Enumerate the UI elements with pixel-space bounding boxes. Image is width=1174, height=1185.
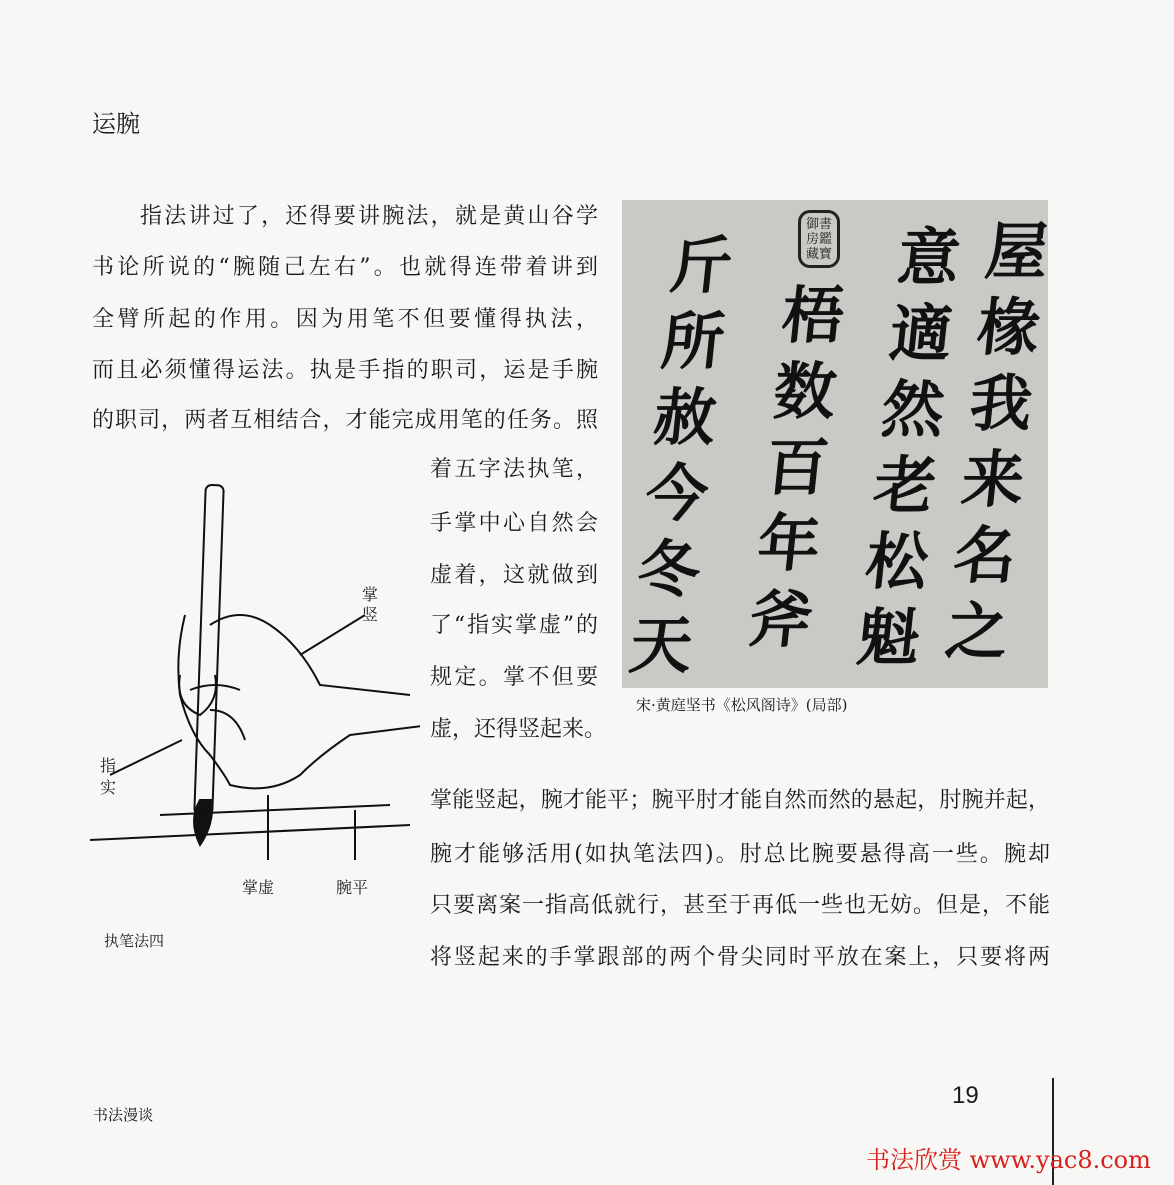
calligraphy-character: 我 <box>966 367 1036 440</box>
calligraphy-character: 年 <box>754 507 824 580</box>
calligraphy-character: 梧 <box>778 279 848 352</box>
body-line: 手掌中心自然会 <box>430 511 598 536</box>
body-line: 虚着，这就做到 <box>430 563 598 588</box>
calligraphy-character: 魁 <box>854 601 924 674</box>
collector-seal: 御書房鑑藏寶 <box>798 210 840 268</box>
watermark: 书法欣赏 www.yac8.com <box>866 1146 1151 1174</box>
calligraphy-character: 意 <box>894 221 964 294</box>
calligraphy-character: 今 <box>642 457 712 530</box>
body-line: 了“指实掌虚”的 <box>430 613 598 638</box>
body-line: 腕才能够活用(如执笔法四)。肘总比腕要悬得高一些。腕却 <box>430 842 1050 867</box>
brush-hand-illustration <box>90 475 420 875</box>
figure-caption: 执笔法四 <box>104 932 165 950</box>
body-line: 只要离案一指高低就行，甚至于再低一些也无妨。但是，不能 <box>430 893 1050 918</box>
calligraphy-character: 名 <box>950 519 1020 592</box>
body-line: 书论所说的“腕随己左右”。也就得连带着讲到 <box>92 255 598 280</box>
calligraphy-character: 数 <box>770 355 840 428</box>
body-line: 掌能竖起，腕才能平；腕平肘才能自然而然的悬起，肘腕并起， <box>430 788 1050 813</box>
calligraphy-character: 斤 <box>666 229 736 302</box>
body-line: 着五字法执笔， <box>430 457 598 482</box>
calligraphy-character: 之 <box>942 595 1012 668</box>
label-zhishi: 指实 <box>100 756 117 797</box>
body-line: 的职司，两者互相结合，才能完成用笔的任务。照 <box>92 408 598 433</box>
calligraphy-character: 天 <box>626 609 696 682</box>
label-zhangxu: 掌虚 <box>242 878 275 897</box>
calligraphy-column <box>742 278 852 658</box>
body-line: 而且必须懂得运法。执是手指的职司，运是手腕 <box>92 358 598 383</box>
label-wanping: 腕平 <box>336 878 369 897</box>
calligraphy-character: 適 <box>886 297 956 370</box>
calligraphy-character: 屋 <box>982 215 1052 288</box>
calligraphy-character: 所 <box>658 305 728 378</box>
calligraphy-character: 椽 <box>974 291 1044 364</box>
body-line: 全臂所起的作用。因为用笔不但要懂得执法， <box>92 307 598 332</box>
body-line: 规定。掌不但要 <box>430 665 598 690</box>
calligraphy-character: 松 <box>862 525 932 598</box>
calligraphy-character: 百 <box>762 431 832 504</box>
body-line: 虚，还得竖起来。 <box>430 717 607 742</box>
calligraphy-character: 赦 <box>650 381 720 454</box>
calligraphy-character: 然 <box>878 373 948 446</box>
section-title: 运腕 <box>92 110 140 138</box>
image-caption: 宋·黄庭坚书《松风阁诗》(局部) <box>636 696 848 714</box>
body-line: 指法讲过了，还得要讲腕法，就是黄山谷学 <box>140 204 598 229</box>
label-zhangshu: 掌竖 <box>362 585 379 624</box>
calligraphy-character: 斧 <box>746 583 816 656</box>
calligraphy-column <box>622 228 740 684</box>
calligraphy-image <box>622 200 1052 688</box>
book-title-footer: 书法漫谈 <box>93 1106 154 1124</box>
calligraphy-character: 老 <box>870 449 940 522</box>
calligraphy-character: 冬 <box>634 533 704 606</box>
calligraphy-character: 来 <box>958 443 1028 516</box>
page-number: 19 <box>952 1082 979 1109</box>
body-line: 将竖起来的手掌跟部的两个骨尖同时平放在案上，只要将两 <box>430 945 1050 970</box>
